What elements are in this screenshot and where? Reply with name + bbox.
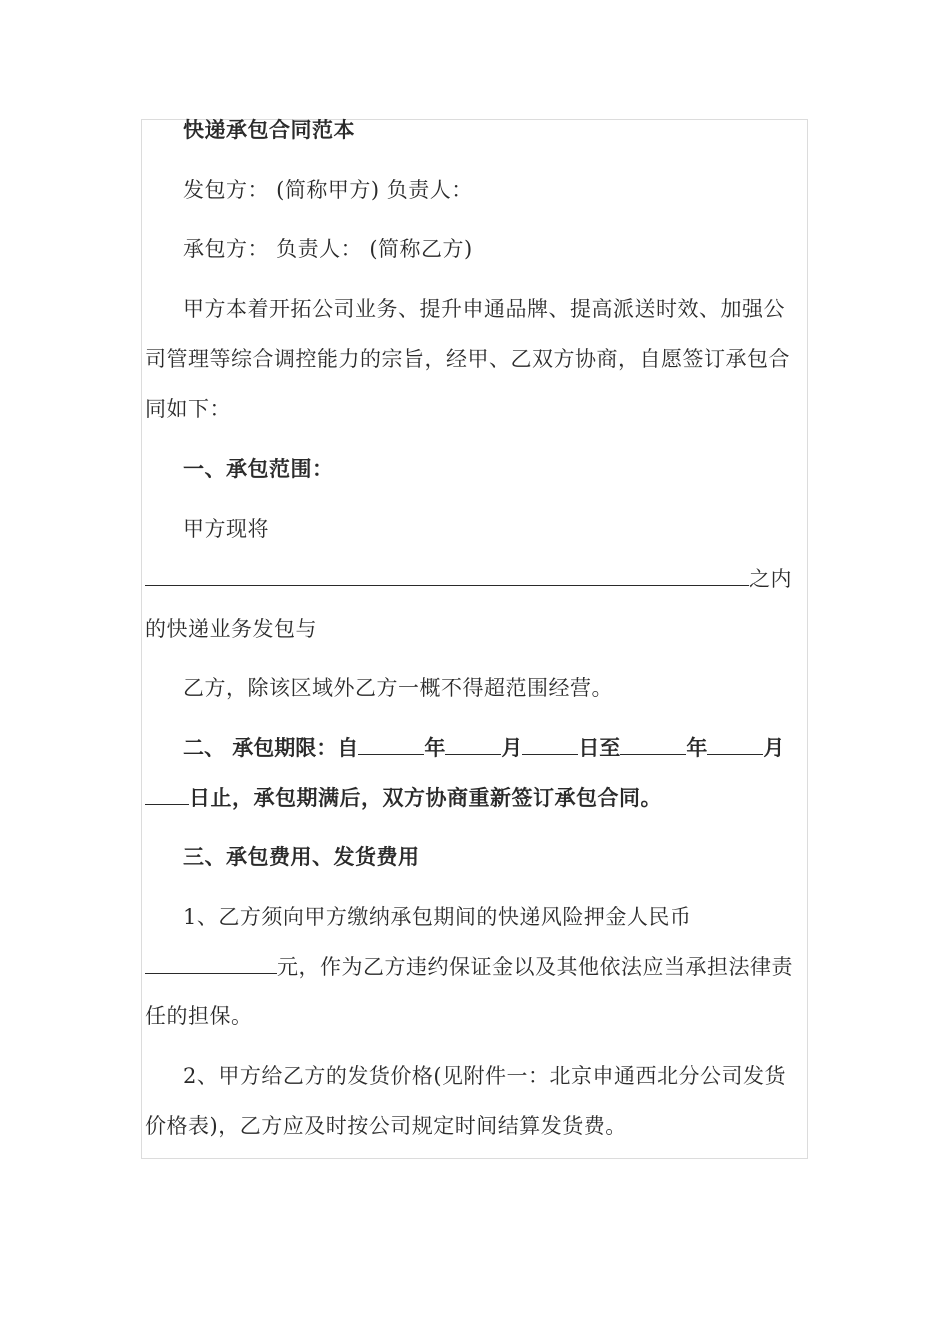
section3-item2-line-2: 价格表)，乙方应及时按公司规定时间结算发货费。 (145, 1114, 627, 1138)
year-label-2: 年 (686, 735, 708, 760)
section2-prefix: 二、 承包期限：自 (183, 735, 359, 760)
region-blank (145, 565, 749, 586)
section1-line-1: 甲方现将 (183, 517, 269, 541)
day-to-label: 日至 (578, 735, 621, 760)
section2-line-1 (183, 734, 784, 762)
section3-item2-line-1: 2、甲方给乙方的发货价格(见附件一：北京申通西北分公司发货 (183, 1064, 787, 1088)
start-month-blank (445, 734, 501, 755)
start-day-blank (522, 734, 578, 755)
section1-heading: 一、承包范围： (183, 456, 334, 481)
intro-line-2: 司管理等综合调控能力的宗旨，经甲、乙双方协商，自愿签订承包合 (145, 347, 790, 371)
section1-line-3: 的快递业务发包与 (145, 617, 317, 641)
section3-item1-line-1: 1、乙方须向甲方缴纳承包期间的快递风险押金人民币 (183, 905, 692, 929)
party-b-line: 承包方： 负责人： (简称乙方) (183, 237, 473, 261)
section1-line-2 (145, 565, 792, 593)
deposit-amount-blank (145, 953, 277, 974)
section3-item1-line-2 (145, 953, 793, 981)
intro-line-3: 同如下： (145, 397, 231, 421)
section2-line-2 (145, 784, 662, 812)
section3-item1-line-3: 任的担保。 (145, 1004, 253, 1028)
party-a-line: 发包方： (简称甲方) 负责人： (183, 178, 473, 202)
document-title: 快递承包合同范本 (183, 117, 355, 142)
section1-line-2-suffix: 之内 (749, 567, 792, 591)
section2-line-2-suffix: 日止，承包期满后，双方协商重新签订承包合同。 (189, 785, 662, 810)
month-label-2: 月 (763, 735, 785, 760)
section3-heading: 三、承包费用、发货费用 (183, 844, 420, 869)
end-month-blank (707, 734, 763, 755)
end-day-blank (145, 784, 189, 805)
start-year-blank (358, 734, 424, 755)
section3-item1-line-2-suffix: 元，作为乙方违约保证金以及其他依法应当承担法律责 (277, 955, 793, 979)
section1-line-4: 乙方，除该区域外乙方一概不得超范围经营。 (183, 676, 613, 700)
month-label-1: 月 (501, 735, 523, 760)
end-year-blank (620, 734, 686, 755)
year-label-1: 年 (424, 735, 446, 760)
intro-line-1: 甲方本着开拓公司业务、提升申通品牌、提高派送时效、加强公 (183, 297, 785, 321)
